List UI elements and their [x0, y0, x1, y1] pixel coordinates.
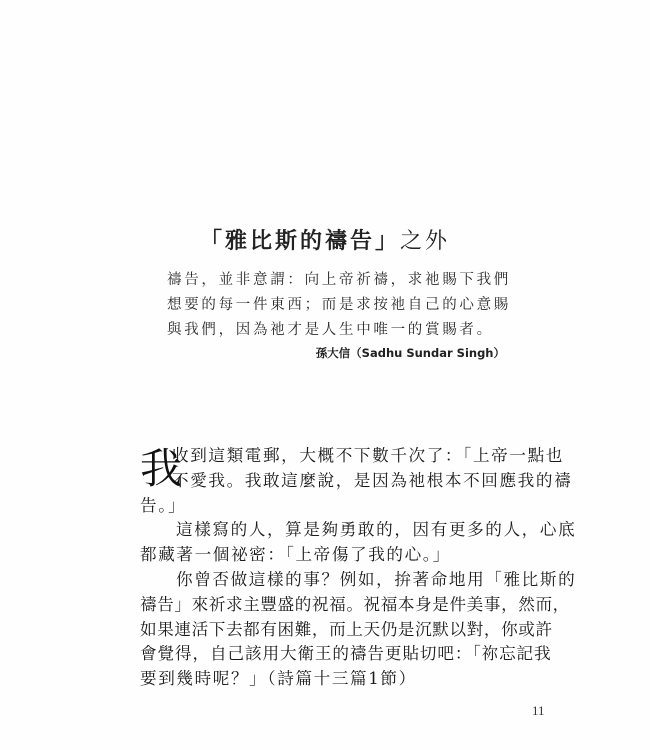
chapter-title-tail: 之外 [400, 229, 451, 254]
body-line: 你曾否做這樣的事？例如，拚著命地用「雅比斯的 [176, 569, 577, 589]
epigraph-line: 禱告，並非意謂：向上帝祈禱，求祂賜下我們 [167, 272, 511, 288]
body-line: 這樣寫的人，算是夠勇敢的，因有更多的人，心底 [176, 520, 577, 540]
chapter-title-main: 「雅比斯的禱告」 [199, 229, 400, 254]
body-line: 告。」 [140, 495, 187, 515]
page-number: 11 [532, 703, 545, 718]
body-line: 禱告」來祈求主豐盛的祝福。祝福本身是件美事，然而， [140, 594, 570, 614]
body-line: 要到幾時呢？」（詩篇十三篇1節） [140, 669, 417, 689]
body-line: 收到這類電郵，大概不下數千次了：「上帝一點也 [172, 446, 564, 465]
epigraph-line: 想要的每一件東西；而是求按祂自己的心意賜 [167, 297, 511, 313]
body-text [140, 444, 577, 692]
epigraph-attribution: 孫大信（Sadhu Sundar Singh） [315, 346, 505, 360]
epigraph [167, 268, 517, 343]
body-line: 不愛我。我敢這麼說，是因為祂根本不回應我的禱 [172, 470, 573, 490]
epigraph-line: 與我們，因為祂才是人生中唯一的賞賜者。 [167, 322, 494, 338]
body-line: 會覺得，自己該用大衛王的禱告更貼切吧：「祢忘記我 [140, 644, 552, 664]
body-line: 如果連活下去都有困難，而上天仍是沉默以對，你或許 [140, 619, 553, 639]
drop-cap: 我 [140, 444, 184, 493]
chapter-title [0, 224, 650, 255]
body-line: 都藏著一個祕密：「上帝傷了我的心。」 [140, 545, 451, 565]
